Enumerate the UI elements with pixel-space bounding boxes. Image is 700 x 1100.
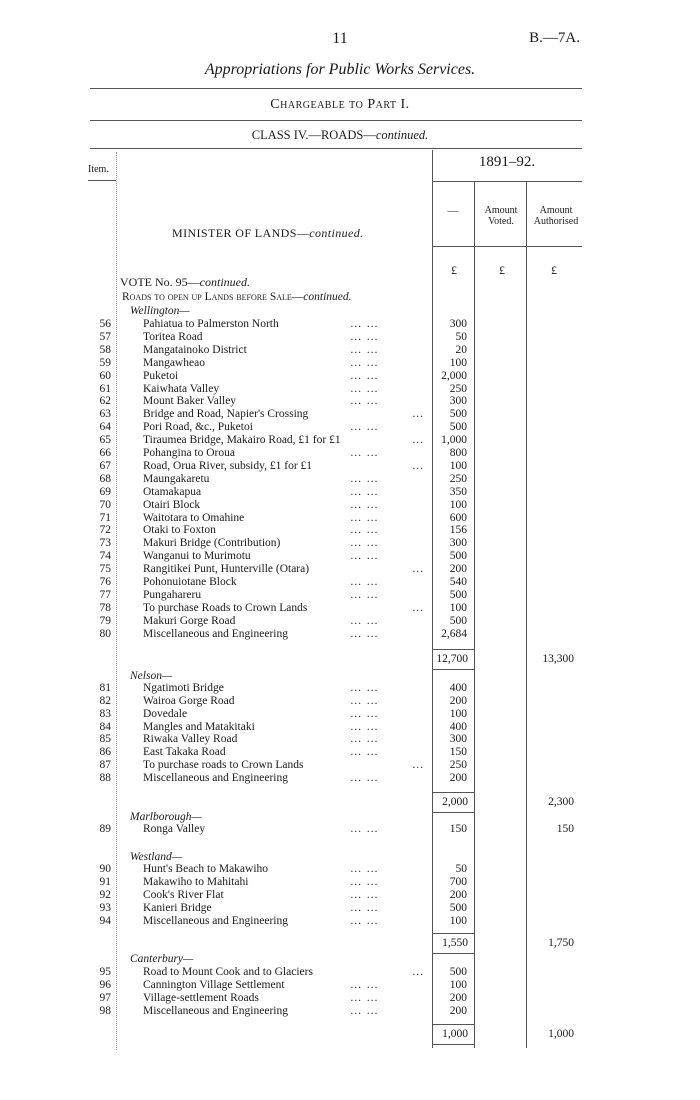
- item-number: 66: [99, 447, 111, 459]
- item-amount: 200: [449, 771, 467, 784]
- column-voted-line-1: Amount: [484, 205, 518, 216]
- item-description: Mangatainoko District: [143, 343, 247, 356]
- table-row: [0, 746, 700, 759]
- item-description: Makawiho to Mahitahi: [143, 875, 249, 888]
- item-number: 90: [99, 863, 111, 875]
- item-description: Miscellaneous and Engineering: [143, 627, 288, 640]
- authorised-amount: 2,300: [548, 796, 574, 808]
- column-voted-label: [476, 205, 526, 227]
- leader-dots: … …: [350, 485, 379, 498]
- leader-dots: … …: [350, 991, 379, 1004]
- item-description: Hunt's Beach to Makawiho: [143, 863, 269, 875]
- group-name: Marlborough—: [130, 811, 202, 823]
- item-amount: 300: [449, 537, 467, 550]
- item-amount: 200: [449, 888, 467, 901]
- leader-dots: … …: [350, 707, 379, 720]
- leader-dots: … …: [350, 720, 379, 733]
- item-amount: 500: [449, 408, 467, 421]
- table-row: [0, 460, 700, 473]
- item-description: Road to Mount Cook and to Glaciers: [143, 966, 313, 978]
- class-line: [150, 128, 530, 143]
- page-title: Appropriations for Public Works Services.: [204, 61, 476, 78]
- table-row: [0, 576, 700, 589]
- item-number: 60: [99, 369, 111, 382]
- leader-dots: … …: [350, 472, 379, 485]
- leader-dots: …: [412, 966, 425, 978]
- leader-dots: …: [412, 601, 425, 614]
- item-number: 89: [99, 823, 111, 835]
- item-amount: 250: [449, 759, 467, 772]
- table-row: [0, 524, 700, 537]
- item-amount: 300: [449, 318, 467, 330]
- group-total-row: [0, 1028, 700, 1041]
- item-amount: 800: [449, 447, 467, 459]
- item-description: Makuri Bridge (Contribution): [143, 537, 281, 550]
- item-number: 87: [99, 759, 111, 772]
- table-row: [0, 550, 700, 563]
- currency-symbol: £: [451, 263, 457, 277]
- item-number: 92: [99, 888, 111, 901]
- item-description: Ngatimoti Bridge: [143, 682, 224, 694]
- item-description: Mangles and Matakitaki: [143, 720, 255, 733]
- item-number: 81: [99, 682, 111, 694]
- table-row: [0, 486, 700, 499]
- item-number: 72: [99, 524, 111, 537]
- item-description: Otaki to Foxton: [143, 524, 216, 537]
- item-amount: 100: [449, 459, 467, 472]
- rule: [432, 181, 582, 182]
- item-number: 61: [99, 382, 111, 395]
- table-row: [0, 966, 700, 979]
- leader-dots: … …: [350, 576, 379, 588]
- vote-label: VOTE No. 95—: [120, 275, 200, 289]
- item-number: 63: [99, 408, 111, 421]
- item-description: Cook's River Flat: [143, 888, 224, 901]
- leader-dots: … …: [350, 343, 379, 356]
- item-description: Dovedale: [143, 707, 188, 720]
- table-row: [0, 602, 700, 615]
- item-number: 96: [99, 978, 111, 991]
- table-row: [0, 708, 700, 721]
- item-description: Road, Orua River, subsidy, £1 for £1: [143, 459, 313, 472]
- item-description: Mount Baker Valley: [143, 395, 237, 408]
- item-amount: 400: [449, 720, 467, 733]
- item-description: Puketoi: [143, 369, 179, 382]
- currency-symbol: £: [499, 263, 505, 277]
- total-rule: [432, 933, 474, 934]
- leader-dots: …: [412, 434, 425, 447]
- column-authorised-line-2: Authorised: [533, 216, 579, 227]
- part-subtitle: Chargeable to Part I.: [270, 97, 410, 112]
- item-amount: 20: [455, 343, 467, 356]
- group-total-row: [0, 653, 700, 666]
- item-description: Pori Road, &c., Puketoi: [143, 421, 253, 434]
- table-row: [0, 979, 700, 992]
- item-description: Miscellaneous and Engineering: [143, 914, 288, 927]
- roads-heading-suffix: continued.: [303, 291, 352, 303]
- authorised-amount: 1,750: [548, 937, 574, 949]
- item-description: Tiraumea Bridge, Makairo Road, £1 for £1: [143, 434, 341, 447]
- table-row: [0, 721, 700, 734]
- item-amount: 300: [449, 733, 467, 746]
- leader-dots: … …: [350, 498, 379, 511]
- leader-dots: … …: [350, 875, 379, 888]
- item-amount: 540: [449, 576, 467, 588]
- item-amount: 500: [449, 421, 467, 434]
- table-row: [0, 863, 700, 876]
- leader-dots: … …: [350, 627, 379, 640]
- item-number: 74: [99, 550, 111, 563]
- item-amount: 50: [455, 330, 467, 343]
- leader-dots: … …: [350, 318, 379, 330]
- item-number: 95: [99, 966, 111, 978]
- item-description: Pohangina to Oroua: [143, 447, 235, 459]
- leader-dots: … …: [350, 771, 379, 784]
- item-amount: 100: [449, 707, 467, 720]
- item-number: 82: [99, 694, 111, 707]
- item-amount: 200: [449, 694, 467, 707]
- item-number: 64: [99, 421, 111, 434]
- table-row: [0, 876, 700, 889]
- item-amount: 100: [449, 978, 467, 991]
- leader-dots: …: [412, 563, 425, 576]
- item-amount: 100: [449, 356, 467, 369]
- leader-dots: … …: [350, 524, 379, 537]
- item-number: 78: [99, 601, 111, 614]
- table-row: [0, 915, 700, 928]
- item-description: Makuri Gorge Road: [143, 614, 236, 627]
- section-title-suffix: continued.: [309, 226, 364, 240]
- group-name: Nelson—: [130, 670, 173, 682]
- item-description: Rangitikei Punt, Hunterville (Otara): [143, 563, 310, 576]
- column-voted-line-2: Voted.: [488, 216, 514, 227]
- item-description: Ronga Valley: [143, 823, 206, 835]
- item-amount: 200: [449, 991, 467, 1004]
- item-number: 58: [99, 343, 111, 356]
- item-description: Riwaka Valley Road: [143, 733, 238, 746]
- table-row: [0, 759, 700, 772]
- item-number: 65: [99, 434, 111, 447]
- item-number: 69: [99, 485, 111, 498]
- currency-symbol: £: [551, 263, 557, 277]
- table-row: [0, 615, 700, 628]
- table-row: [0, 447, 700, 460]
- item-amount: 156: [449, 524, 467, 537]
- table-row: [0, 434, 700, 447]
- leader-dots: … …: [350, 888, 379, 901]
- table-row: [0, 331, 700, 344]
- item-number: 56: [99, 318, 111, 330]
- group-total: 1,550: [442, 937, 468, 949]
- leader-dots: … …: [350, 746, 379, 759]
- item-number: 70: [99, 498, 111, 511]
- item-description: Cannington Village Settlement: [143, 978, 285, 991]
- item-amount: 350: [449, 485, 467, 498]
- page-number: 11: [332, 30, 348, 47]
- item-description: Waitotara to Omahine: [143, 511, 245, 524]
- item-amount: 50: [455, 863, 467, 875]
- authorised-amount: 150: [556, 823, 574, 835]
- leader-dots: … …: [350, 356, 379, 369]
- rule: [90, 120, 582, 121]
- leader-dots: … …: [350, 588, 379, 601]
- total-rule: [432, 649, 474, 650]
- table-row: [0, 499, 700, 512]
- leader-dots: … …: [350, 914, 379, 927]
- item-amount: 250: [449, 382, 467, 395]
- item-number: 85: [99, 733, 111, 746]
- item-amount: 150: [449, 746, 467, 759]
- leader-dots: …: [412, 459, 425, 472]
- total-rule: [432, 792, 474, 793]
- item-number: 62: [99, 395, 111, 408]
- table-row: [0, 383, 700, 396]
- item-number: 59: [99, 356, 111, 369]
- item-description: Wairoa Gorge Road: [143, 694, 235, 707]
- item-amount: 700: [449, 875, 467, 888]
- total-rule: [432, 1024, 474, 1025]
- roads-heading: [122, 291, 352, 304]
- item-number: 94: [99, 914, 111, 927]
- item-description: Kaiwhata Valley: [143, 382, 220, 395]
- item-amount: 200: [449, 563, 467, 576]
- document-reference: B.—7A.: [529, 30, 580, 46]
- table-row: [0, 408, 700, 421]
- total-rule: [432, 953, 474, 954]
- table-row: [0, 512, 700, 525]
- column-blank-label: —: [447, 205, 459, 217]
- column-authorised-label: [527, 205, 585, 227]
- fiscal-year: 1891–92.: [478, 154, 536, 170]
- item-amount: 500: [449, 588, 467, 601]
- leader-dots: … …: [350, 901, 379, 914]
- rule: [90, 88, 582, 89]
- item-description: Pohonuiotane Block: [143, 576, 237, 588]
- item-amount: 100: [449, 914, 467, 927]
- item-amount: 100: [449, 498, 467, 511]
- section-title: [172, 226, 364, 241]
- table-row: [0, 537, 700, 550]
- leader-dots: … …: [350, 978, 379, 991]
- table-row: [0, 695, 700, 708]
- item-amount: 600: [449, 511, 467, 524]
- table-row: [0, 318, 700, 331]
- item-description: To purchase roads to Crown Lands: [143, 759, 304, 772]
- leader-dots: … …: [350, 537, 379, 550]
- item-amount: 100: [449, 601, 467, 614]
- item-number: 79: [99, 614, 111, 627]
- item-amount: 500: [449, 901, 467, 914]
- item-description: Wanganui to Murimotu: [143, 550, 251, 563]
- rule: [432, 246, 582, 247]
- table-row: [0, 563, 700, 576]
- item-number: 97: [99, 991, 111, 1004]
- table-row: [0, 357, 700, 370]
- item-amount: 200: [449, 1004, 467, 1017]
- item-description: East Takaka Road: [143, 746, 226, 759]
- item-amount: 2,684: [441, 627, 467, 640]
- group-name: Wellington—: [130, 305, 190, 317]
- total-rule: [432, 1044, 474, 1045]
- leader-dots: … …: [350, 382, 379, 395]
- item-description: Pahiatua to Palmerston North: [143, 318, 279, 330]
- table-row: [0, 395, 700, 408]
- item-number: 76: [99, 576, 111, 588]
- leader-dots: …: [412, 759, 425, 772]
- table-row: [0, 992, 700, 1005]
- class-line-suffix: continued.: [375, 128, 429, 142]
- leader-dots: … …: [350, 614, 379, 627]
- leader-dots: … …: [350, 823, 379, 835]
- item-amount: 250: [449, 472, 467, 485]
- item-number: 73: [99, 537, 111, 550]
- column-authorised-line-1: Amount: [539, 205, 573, 216]
- item-number: 80: [99, 627, 111, 640]
- table-row: [0, 902, 700, 915]
- table-row: [0, 370, 700, 383]
- group-total: 1,000: [442, 1028, 468, 1040]
- item-amount: 500: [449, 550, 467, 563]
- leader-dots: … …: [350, 447, 379, 459]
- leader-dots: … …: [350, 550, 379, 563]
- table-row: [0, 421, 700, 434]
- authorised-amount: 13,300: [542, 653, 574, 665]
- item-description: To purchase Roads to Crown Lands: [143, 601, 308, 614]
- authorised-amount: 1,000: [548, 1028, 574, 1040]
- group-total: 2,000: [442, 796, 468, 808]
- item-amount: 1,000: [441, 434, 467, 447]
- group-name: Canterbury—: [130, 953, 194, 965]
- table-row: [0, 823, 700, 836]
- group-total: 12,700: [436, 653, 468, 665]
- section-title-text: MINISTER OF LANDS—: [172, 226, 310, 240]
- class-line-text: CLASS IV.—ROADS—: [251, 128, 376, 142]
- item-number: 84: [99, 720, 111, 733]
- item-amount: 500: [449, 614, 467, 627]
- total-rule: [432, 669, 474, 670]
- item-number: 88: [99, 771, 111, 784]
- leader-dots: … …: [350, 694, 379, 707]
- item-description: Otamakapua: [143, 485, 202, 498]
- item-description: Maungakaretu: [143, 472, 210, 485]
- item-amount: 300: [449, 395, 467, 408]
- vote-suffix: continued.: [199, 275, 250, 289]
- item-number: 75: [99, 563, 111, 576]
- item-description: Pungahareru: [143, 588, 202, 601]
- table-row: [0, 589, 700, 602]
- vote-heading: [120, 276, 250, 289]
- item-description: Bridge and Road, Napier's Crossing: [143, 408, 309, 421]
- item-amount: 150: [449, 823, 467, 835]
- rule: [88, 180, 116, 181]
- group-name: Westland—: [130, 851, 182, 863]
- item-number: 77: [99, 588, 111, 601]
- leader-dots: … …: [350, 863, 379, 875]
- leader-dots: …: [412, 408, 425, 421]
- item-number: 71: [99, 511, 111, 524]
- item-description: Miscellaneous and Engineering: [143, 1004, 288, 1017]
- table-row: [0, 473, 700, 486]
- item-number: 83: [99, 707, 111, 720]
- table-row: [0, 344, 700, 357]
- item-amount: 2,000: [441, 369, 467, 382]
- table-row: [0, 733, 700, 746]
- leader-dots: … …: [350, 682, 379, 694]
- item-number: 86: [99, 746, 111, 759]
- leader-dots: … …: [350, 395, 379, 408]
- table-row: [0, 682, 700, 695]
- leader-dots: … …: [350, 369, 379, 382]
- item-number: 91: [99, 875, 111, 888]
- leader-dots: … …: [350, 421, 379, 434]
- table-row: [0, 772, 700, 785]
- item-number: 93: [99, 901, 111, 914]
- roads-heading-text: Roads to open up Lands before Sale—: [122, 291, 304, 303]
- table-row: [0, 628, 700, 641]
- group-total-row: [0, 937, 700, 950]
- item-description: Kanieri Bridge: [143, 901, 212, 914]
- leader-dots: … …: [350, 330, 379, 343]
- leader-dots: … …: [350, 511, 379, 524]
- item-number: 67: [99, 459, 111, 472]
- item-description: Otairi Block: [143, 498, 201, 511]
- item-number: 68: [99, 472, 111, 485]
- item-description: Village-settlement Roads: [143, 991, 259, 1004]
- table-row: [0, 1005, 700, 1018]
- total-rule: [432, 812, 474, 813]
- item-description: Toritea Road: [143, 330, 203, 343]
- item-amount: 400: [449, 682, 467, 694]
- leader-dots: … …: [350, 1004, 379, 1017]
- item-description: Mangawheao: [143, 356, 205, 369]
- group-total-row: [0, 796, 700, 809]
- item-column-label: Item.: [88, 164, 109, 175]
- item-number: 57: [99, 330, 111, 343]
- item-amount: 500: [449, 966, 467, 978]
- item-number: 98: [99, 1004, 111, 1017]
- table-row: [0, 889, 700, 902]
- item-description: Miscellaneous and Engineering: [143, 771, 288, 784]
- leader-dots: … …: [350, 733, 379, 746]
- rule: [90, 148, 582, 149]
